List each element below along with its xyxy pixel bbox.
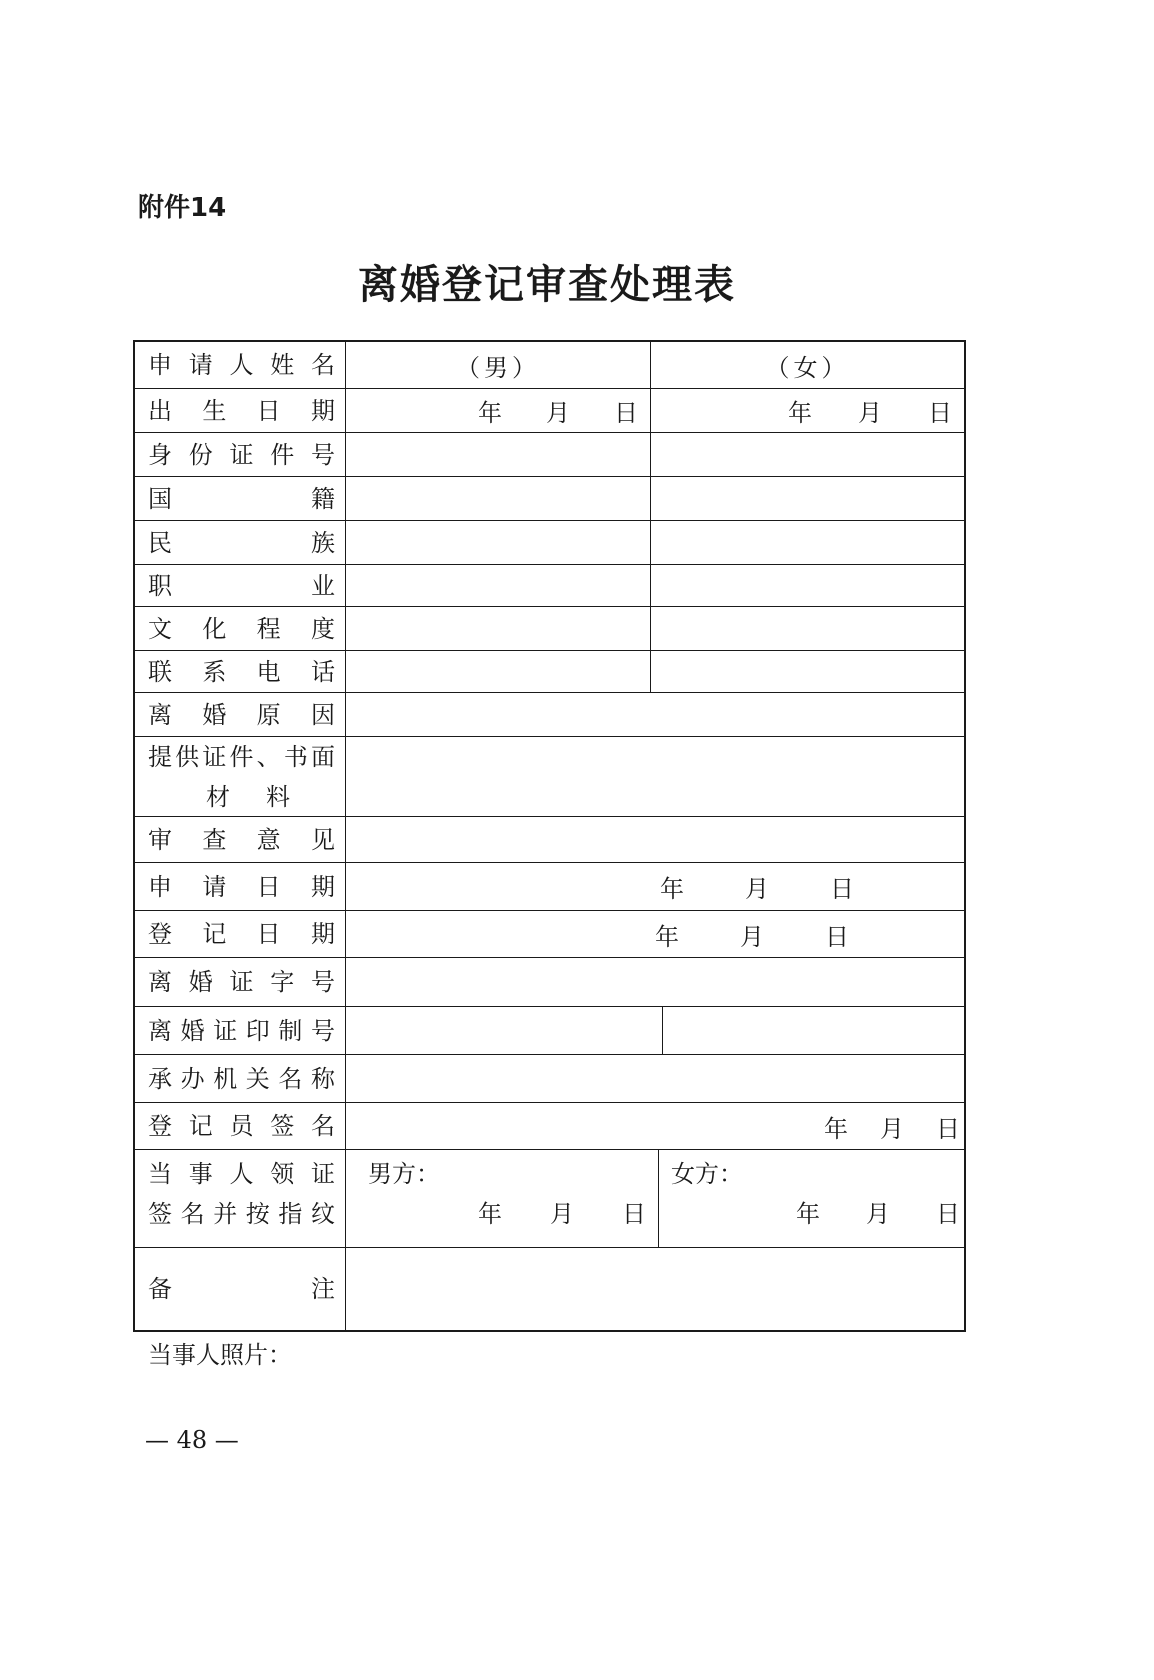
ethnicity-row [135, 520, 964, 564]
male-occupation-field [345, 565, 650, 606]
ethnicity-label: 民族 [148, 528, 335, 557]
month-unit: 月 [866, 1200, 890, 1228]
nationality-row [135, 476, 964, 520]
day-unit: 日 [825, 922, 849, 951]
ethnicity-label-cell [135, 521, 345, 564]
month-unit: 月 [745, 875, 769, 903]
parties-signature-label-line2: 签名并按指纹 [148, 1200, 335, 1228]
female-id-number-field [650, 433, 964, 476]
day-unit: 日 [614, 399, 638, 427]
id-number-label-cell [135, 433, 345, 476]
education-row [135, 606, 964, 650]
page-number: — 48 — [145, 1426, 239, 1454]
year-unit: 年 [660, 875, 684, 903]
divorce-review-form-table [133, 340, 966, 1332]
male-party-label: 男方： [368, 1160, 440, 1188]
education-label: 文化程度 [148, 614, 335, 643]
male-education-field [345, 607, 650, 650]
id-number-label: 身份证件号 [148, 440, 335, 469]
male-name-cell [345, 342, 650, 388]
male-phone-field [345, 651, 650, 692]
phone-label-cell [135, 651, 345, 692]
male-id-number-field [345, 433, 650, 476]
year-unit: 年 [788, 399, 812, 427]
year-unit: 年 [478, 1200, 502, 1228]
review-opinion-label-cell [135, 817, 345, 862]
female-name-cell [650, 342, 964, 388]
year-unit: 年 [478, 399, 502, 427]
parties-signature-label-line1: 当事人领证 [148, 1160, 335, 1188]
registrar-signature-row [135, 1102, 964, 1149]
male-party-signature-field [345, 1150, 658, 1247]
female-party-date [659, 1194, 964, 1234]
application-date-label-cell [135, 863, 345, 910]
certificate-number-label-cell [135, 958, 345, 1006]
day-unit: 日 [936, 1114, 960, 1143]
year-unit: 年 [796, 1200, 820, 1228]
male-ethnicity-field [345, 521, 650, 564]
nationality-label-cell [135, 477, 345, 520]
month-unit: 月 [880, 1114, 904, 1143]
female-phone-field [650, 651, 964, 692]
female-marker: （女） [765, 353, 850, 382]
male-party-line [346, 1154, 658, 1194]
handling-authority-label-cell [135, 1055, 345, 1102]
male-nationality-field [345, 477, 650, 520]
education-label-cell [135, 607, 345, 650]
day-unit: 日 [622, 1200, 646, 1228]
day-unit: 日 [936, 1200, 960, 1228]
documents-provided-field [345, 737, 964, 816]
birth-date-label-cell [135, 389, 345, 432]
id-number-row [135, 432, 964, 476]
documents-provided-label-line1: 提供证件、书面 [148, 742, 335, 771]
month-unit: 月 [858, 399, 882, 427]
parties-signature-row [135, 1149, 964, 1247]
review-opinion-row [135, 816, 964, 862]
phone-row [135, 650, 964, 692]
male-marker: （男） [456, 353, 540, 382]
certificate-print-number-label: 离婚证印制号 [148, 1016, 335, 1045]
month-unit: 月 [546, 399, 570, 427]
female-birth-date-field [650, 389, 964, 432]
month-unit: 月 [740, 922, 764, 951]
occupation-row [135, 564, 964, 606]
certificate-number-label: 离婚证字号 [148, 968, 335, 996]
remarks-label: 备注 [148, 1275, 335, 1303]
registrar-signature-label-cell [135, 1103, 345, 1149]
female-nationality-field [650, 477, 964, 520]
documents-provided-row [135, 736, 964, 816]
remarks-field [345, 1248, 964, 1330]
occupation-label-cell [135, 565, 345, 606]
remarks-row [135, 1247, 964, 1330]
female-party-signature-field [658, 1150, 964, 1247]
applicant-name-label-cell [135, 342, 345, 388]
male-birth-date-field [345, 389, 650, 432]
documents-provided-label-line2: 材料 [206, 782, 290, 811]
occupation-label: 职业 [148, 571, 335, 600]
registration-date-row [135, 910, 964, 957]
divorce-reason-row [135, 692, 964, 736]
application-date-field [345, 863, 964, 910]
remarks-label-cell [135, 1248, 345, 1330]
page-title: 离婚登记审查处理表 [358, 261, 736, 308]
registration-date-label: 登记日期 [148, 920, 335, 948]
registration-date-label-cell [135, 911, 345, 957]
year-unit: 年 [655, 922, 679, 951]
applicant-name-row [135, 342, 964, 388]
female-ethnicity-field [650, 521, 964, 564]
registrar-signature-field [345, 1103, 964, 1149]
attachment-label: 附件14 [138, 193, 227, 223]
birth-date-label: 出生日期 [148, 396, 335, 425]
review-opinion-field [345, 817, 964, 862]
parties-signature-label-cell [135, 1150, 345, 1247]
certificate-number-row [135, 957, 964, 1006]
divorce-reason-label: 离婚原因 [148, 700, 335, 729]
handling-authority-field [345, 1055, 964, 1102]
divorce-reason-label-cell [135, 693, 345, 736]
documents-provided-label-cell [135, 737, 345, 816]
month-unit: 月 [550, 1200, 574, 1228]
review-opinion-label: 审查意见 [148, 825, 335, 854]
female-party-line [659, 1154, 964, 1194]
applicant-name-label: 申请人姓名 [148, 351, 335, 379]
male-certificate-print-number-field [345, 1007, 662, 1054]
birth-date-row [135, 388, 964, 432]
divorce-reason-field [345, 693, 964, 736]
female-party-label: 女方： [671, 1160, 743, 1188]
certificate-print-number-row [135, 1006, 964, 1054]
certificate-print-number-label-cell [135, 1007, 345, 1054]
registration-date-field [345, 911, 964, 957]
female-occupation-field [650, 565, 964, 606]
application-date-label: 申请日期 [148, 872, 335, 901]
male-party-date [346, 1194, 658, 1234]
year-unit: 年 [824, 1114, 848, 1143]
party-photo-label: 当事人照片： [148, 1341, 292, 1369]
handling-authority-label: 承办机关名称 [148, 1064, 335, 1093]
day-unit: 日 [928, 399, 952, 427]
certificate-number-field [345, 958, 964, 1006]
nationality-label: 国籍 [148, 484, 335, 513]
phone-label: 联系电话 [148, 657, 335, 686]
day-unit: 日 [830, 875, 854, 903]
female-certificate-print-number-field [662, 1007, 964, 1054]
female-education-field [650, 607, 964, 650]
handling-authority-row [135, 1054, 964, 1102]
application-date-row [135, 862, 964, 910]
registrar-signature-label: 登记员签名 [148, 1112, 335, 1140]
